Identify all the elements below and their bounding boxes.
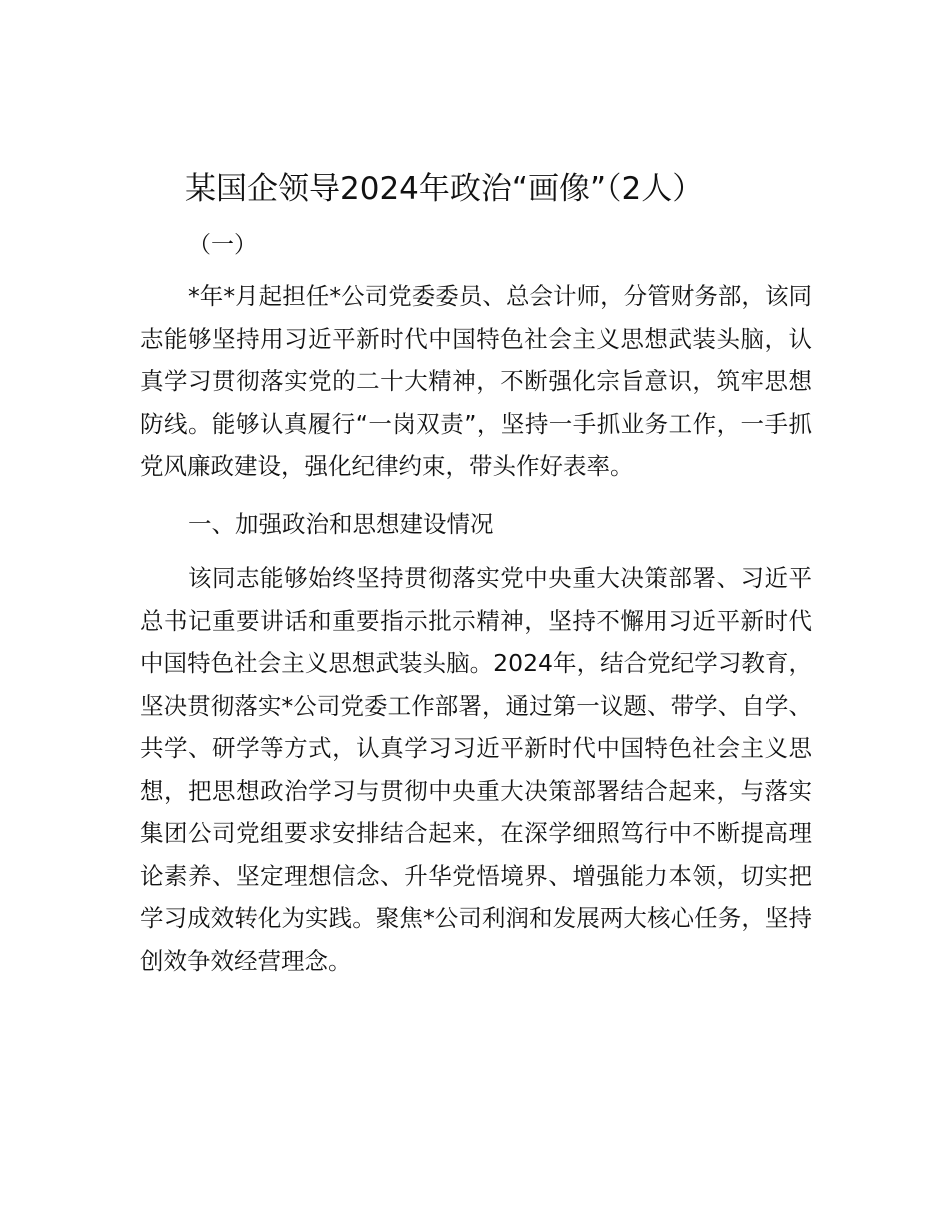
document-title: 某国企领导2024年政治“画像”（2人） <box>185 171 704 207</box>
intro-paragraph: *年*月起担任*公司党委委员、总会计师，分管财务部，该同志能够坚持用习近平新时代中国特色社会主义思想武装头脑，认真学习贯彻落实党的二十大精神，不断强化宗旨意识，筑牢思想防线。能够认真履行“一岗双责”，坚持一手抓业务工作，一手抓党风廉政建设，强化纪律约束，带头作好表率。 <box>140 282 812 480</box>
body-paragraph: 该同志能够始终坚持贯彻落实党中央重大决策部署、习近平总书记重要讲话和重要指示批示精神，坚持不懈用习近平新时代中国特色社会主义思想武装头脑。2024年，结合党纪学习教育，坚决贯彻落实*公司党委工作部署，通过第一议题、带学、自学、共学、研学等方式，认真学习习近平新时代中国特色社会主义思想，把思想政治学习与贯彻中央重大决策部署结合起来，与落实集团公司党组要求安排结合起来，在深学细照笃行中不断提高理论素养、坚定理想信念、升华党悟境界、增强能力本领，切实把学习成效转化为实践。聚焦*公司利润和发展两大核心任务，坚持创效争效经营理念。 <box>140 564 812 975</box>
section-marker: （一） <box>188 232 257 258</box>
section-heading: 一、加强政治和思想建设情况 <box>188 510 494 538</box>
